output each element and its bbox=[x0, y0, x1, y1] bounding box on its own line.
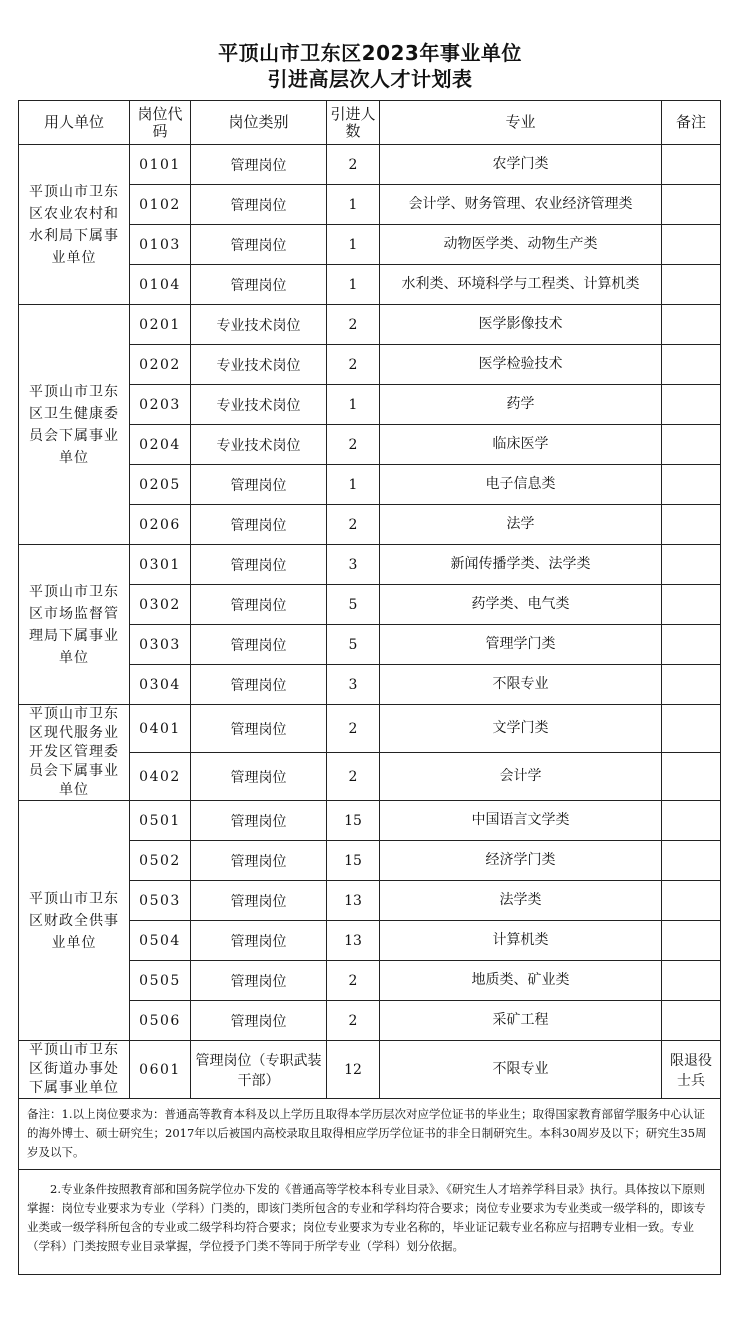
major-cell: 临床医学 bbox=[380, 425, 662, 465]
count-cell: 2 bbox=[327, 425, 380, 465]
code-cell: 0303 bbox=[130, 625, 191, 665]
code-cell: 0502 bbox=[130, 841, 191, 881]
type-cell: 管理岗位 bbox=[191, 185, 327, 225]
count-cell: 15 bbox=[327, 801, 380, 841]
major-cell: 不限专业 bbox=[380, 665, 662, 705]
plan-table bbox=[18, 100, 721, 1275]
table-row bbox=[19, 801, 721, 841]
remark-cell bbox=[662, 801, 721, 841]
code-cell: 0104 bbox=[130, 265, 191, 305]
remark-cell bbox=[662, 961, 721, 1001]
type-cell: 管理岗位 bbox=[191, 545, 327, 585]
remark-cell: 限退役士兵 bbox=[662, 1041, 721, 1099]
note-paragraph-2: 2.专业条件按照教育部和国务院学位办下发的《普通高等学校本科专业目录》、《研究生人才培养学科目录》执行。具体按以下原则掌握：岗位专业要求为专业（学科）门类的，即该门类所包含的专业和学科均符合要求；岗位专业要求为专业类或一级学科的，即该专业类或一级学科所包含的专业或二级学科均符合要求；岗位专业要求为专业名称的，毕业证记载专业名称应与招聘专业相一致。专业（学科）门类按照专业目录掌握，学位授予门类不等同于所学专业（学科）划分依据。 bbox=[19, 1169, 720, 1256]
type-cell: 管理岗位 bbox=[191, 801, 327, 841]
remark-cell bbox=[662, 585, 721, 625]
count-cell: 3 bbox=[327, 665, 380, 705]
remark-cell bbox=[662, 841, 721, 881]
major-cell: 法学 bbox=[380, 505, 662, 545]
type-cell: 管理岗位 bbox=[191, 961, 327, 1001]
page-title-line2: 引进高层次人才计划表 bbox=[267, 67, 473, 91]
major-cell: 管理学门类 bbox=[380, 625, 662, 665]
code-cell: 0304 bbox=[130, 665, 191, 705]
unit-cell: 平顶山市卫东区农业农村和水利局下属事业单位 bbox=[19, 145, 130, 305]
remark-cell bbox=[662, 265, 721, 305]
unit-cell: 平顶山市卫东区现代服务业开发区管理委员会下属事业单位 bbox=[19, 705, 130, 801]
count-cell: 1 bbox=[327, 465, 380, 505]
count-cell: 13 bbox=[327, 921, 380, 961]
unit-cell: 平顶山市卫东区市场监督管理局下属事业单位 bbox=[19, 545, 130, 705]
remark-cell bbox=[662, 665, 721, 705]
count-cell: 2 bbox=[327, 345, 380, 385]
header-code: 岗位代码 bbox=[130, 101, 191, 145]
major-cell: 经济学门类 bbox=[380, 841, 662, 881]
code-cell: 0501 bbox=[130, 801, 191, 841]
count-cell: 3 bbox=[327, 545, 380, 585]
type-cell: 管理岗位 bbox=[191, 505, 327, 545]
type-cell: 管理岗位 bbox=[191, 841, 327, 881]
major-cell: 地质类、矿业类 bbox=[380, 961, 662, 1001]
code-cell: 0601 bbox=[130, 1041, 191, 1099]
type-cell: 管理岗位 bbox=[191, 265, 327, 305]
major-cell: 采矿工程 bbox=[380, 1001, 662, 1041]
remark-cell bbox=[662, 185, 721, 225]
major-cell: 法学类 bbox=[380, 881, 662, 921]
code-cell: 0302 bbox=[130, 585, 191, 625]
code-cell: 0101 bbox=[130, 145, 191, 185]
remark-cell bbox=[662, 385, 721, 425]
count-cell: 5 bbox=[327, 585, 380, 625]
count-cell: 2 bbox=[327, 961, 380, 1001]
major-cell: 会计学、财务管理、农业经济管理类 bbox=[380, 185, 662, 225]
type-cell: 管理岗位 bbox=[191, 1001, 327, 1041]
type-cell: 管理岗位（专职武装干部） bbox=[191, 1041, 327, 1099]
type-cell: 管理岗位 bbox=[191, 465, 327, 505]
code-cell: 0505 bbox=[130, 961, 191, 1001]
unit-cell: 平顶山市卫东区街道办事处下属事业单位 bbox=[19, 1041, 130, 1099]
code-cell: 0506 bbox=[130, 1001, 191, 1041]
count-cell: 1 bbox=[327, 265, 380, 305]
major-cell: 动物医学类、动物生产类 bbox=[380, 225, 662, 265]
header-type: 岗位类别 bbox=[191, 101, 327, 145]
code-cell: 0301 bbox=[130, 545, 191, 585]
remark-cell bbox=[662, 225, 721, 265]
remark-cell bbox=[662, 625, 721, 665]
major-cell: 农学门类 bbox=[380, 145, 662, 185]
code-cell: 0206 bbox=[130, 505, 191, 545]
major-cell: 医学影像技术 bbox=[380, 305, 662, 345]
count-cell: 1 bbox=[327, 185, 380, 225]
type-cell: 管理岗位 bbox=[191, 753, 327, 801]
header-row bbox=[19, 101, 721, 145]
remark-cell bbox=[662, 705, 721, 753]
type-cell: 管理岗位 bbox=[191, 225, 327, 265]
remark-cell bbox=[662, 505, 721, 545]
count-cell: 12 bbox=[327, 1041, 380, 1099]
code-cell: 0401 bbox=[130, 705, 191, 753]
major-cell: 水利类、环境科学与工程类、计算机类 bbox=[380, 265, 662, 305]
type-cell: 专业技术岗位 bbox=[191, 345, 327, 385]
major-cell: 医学检验技术 bbox=[380, 345, 662, 385]
code-cell: 0402 bbox=[130, 753, 191, 801]
header-major: 专业 bbox=[380, 101, 662, 145]
code-cell: 0205 bbox=[130, 465, 191, 505]
count-cell: 2 bbox=[327, 705, 380, 753]
notes-row bbox=[19, 1099, 721, 1275]
header-unit: 用人单位 bbox=[19, 101, 130, 145]
plan-table-body bbox=[19, 145, 721, 1099]
type-cell: 专业技术岗位 bbox=[191, 385, 327, 425]
remark-cell bbox=[662, 545, 721, 585]
remark-cell bbox=[662, 1001, 721, 1041]
type-cell: 管理岗位 bbox=[191, 921, 327, 961]
code-cell: 0202 bbox=[130, 345, 191, 385]
major-cell: 中国语言文学类 bbox=[380, 801, 662, 841]
table-row bbox=[19, 705, 721, 753]
count-cell: 1 bbox=[327, 385, 380, 425]
major-cell: 新闻传播学类、法学类 bbox=[380, 545, 662, 585]
major-cell: 不限专业 bbox=[380, 1041, 662, 1099]
major-cell: 药学类、电气类 bbox=[380, 585, 662, 625]
table-row bbox=[19, 305, 721, 345]
notes-cell bbox=[19, 1099, 721, 1275]
type-cell: 专业技术岗位 bbox=[191, 305, 327, 345]
note-paragraph-1: 备注：1.以上岗位要求为：普通高等教育本科及以上学历且取得本学历层次对应学位证书的毕业生；取得国家教育部留学服务中心认证的海外博士、硕士研究生；2017年以后被国内高校录取且取得相应学历学位证书的非全日制研究生。本科30周岁及以下；研究生35周岁及以下。 bbox=[27, 1107, 707, 1159]
table-row bbox=[19, 145, 721, 185]
code-cell: 0204 bbox=[130, 425, 191, 465]
remark-cell bbox=[662, 881, 721, 921]
count-cell: 15 bbox=[327, 841, 380, 881]
type-cell: 管理岗位 bbox=[191, 585, 327, 625]
remark-cell bbox=[662, 921, 721, 961]
count-cell: 1 bbox=[327, 225, 380, 265]
count-cell: 2 bbox=[327, 1001, 380, 1041]
count-cell: 5 bbox=[327, 625, 380, 665]
code-cell: 0503 bbox=[130, 881, 191, 921]
code-cell: 0103 bbox=[130, 225, 191, 265]
major-cell: 会计学 bbox=[380, 753, 662, 801]
remark-cell bbox=[662, 345, 721, 385]
page-title-line1: 平顶山市卫东区2023年事业单位 bbox=[218, 41, 522, 65]
major-cell: 电子信息类 bbox=[380, 465, 662, 505]
count-cell: 2 bbox=[327, 145, 380, 185]
table-row bbox=[19, 1041, 721, 1099]
remark-cell bbox=[662, 305, 721, 345]
header-remark: 备注 bbox=[662, 101, 721, 145]
remark-cell bbox=[662, 753, 721, 801]
code-cell: 0203 bbox=[130, 385, 191, 425]
code-cell: 0504 bbox=[130, 921, 191, 961]
remark-cell bbox=[662, 425, 721, 465]
remark-cell bbox=[662, 145, 721, 185]
count-cell: 2 bbox=[327, 305, 380, 345]
code-cell: 0201 bbox=[130, 305, 191, 345]
unit-cell: 平顶山市卫东区卫生健康委员会下属事业单位 bbox=[19, 305, 130, 545]
type-cell: 管理岗位 bbox=[191, 145, 327, 185]
type-cell: 管理岗位 bbox=[191, 881, 327, 921]
code-cell: 0102 bbox=[130, 185, 191, 225]
type-cell: 管理岗位 bbox=[191, 705, 327, 753]
remark-cell bbox=[662, 465, 721, 505]
major-cell: 文学门类 bbox=[380, 705, 662, 753]
type-cell: 管理岗位 bbox=[191, 625, 327, 665]
count-cell: 2 bbox=[327, 505, 380, 545]
count-cell: 2 bbox=[327, 753, 380, 801]
type-cell: 管理岗位 bbox=[191, 665, 327, 705]
table-row bbox=[19, 545, 721, 585]
type-cell: 专业技术岗位 bbox=[191, 425, 327, 465]
major-cell: 计算机类 bbox=[380, 921, 662, 961]
major-cell: 药学 bbox=[380, 385, 662, 425]
unit-cell: 平顶山市卫东区财政全供事业单位 bbox=[19, 801, 130, 1041]
count-cell: 13 bbox=[327, 881, 380, 921]
header-count: 引进人数 bbox=[327, 101, 380, 145]
